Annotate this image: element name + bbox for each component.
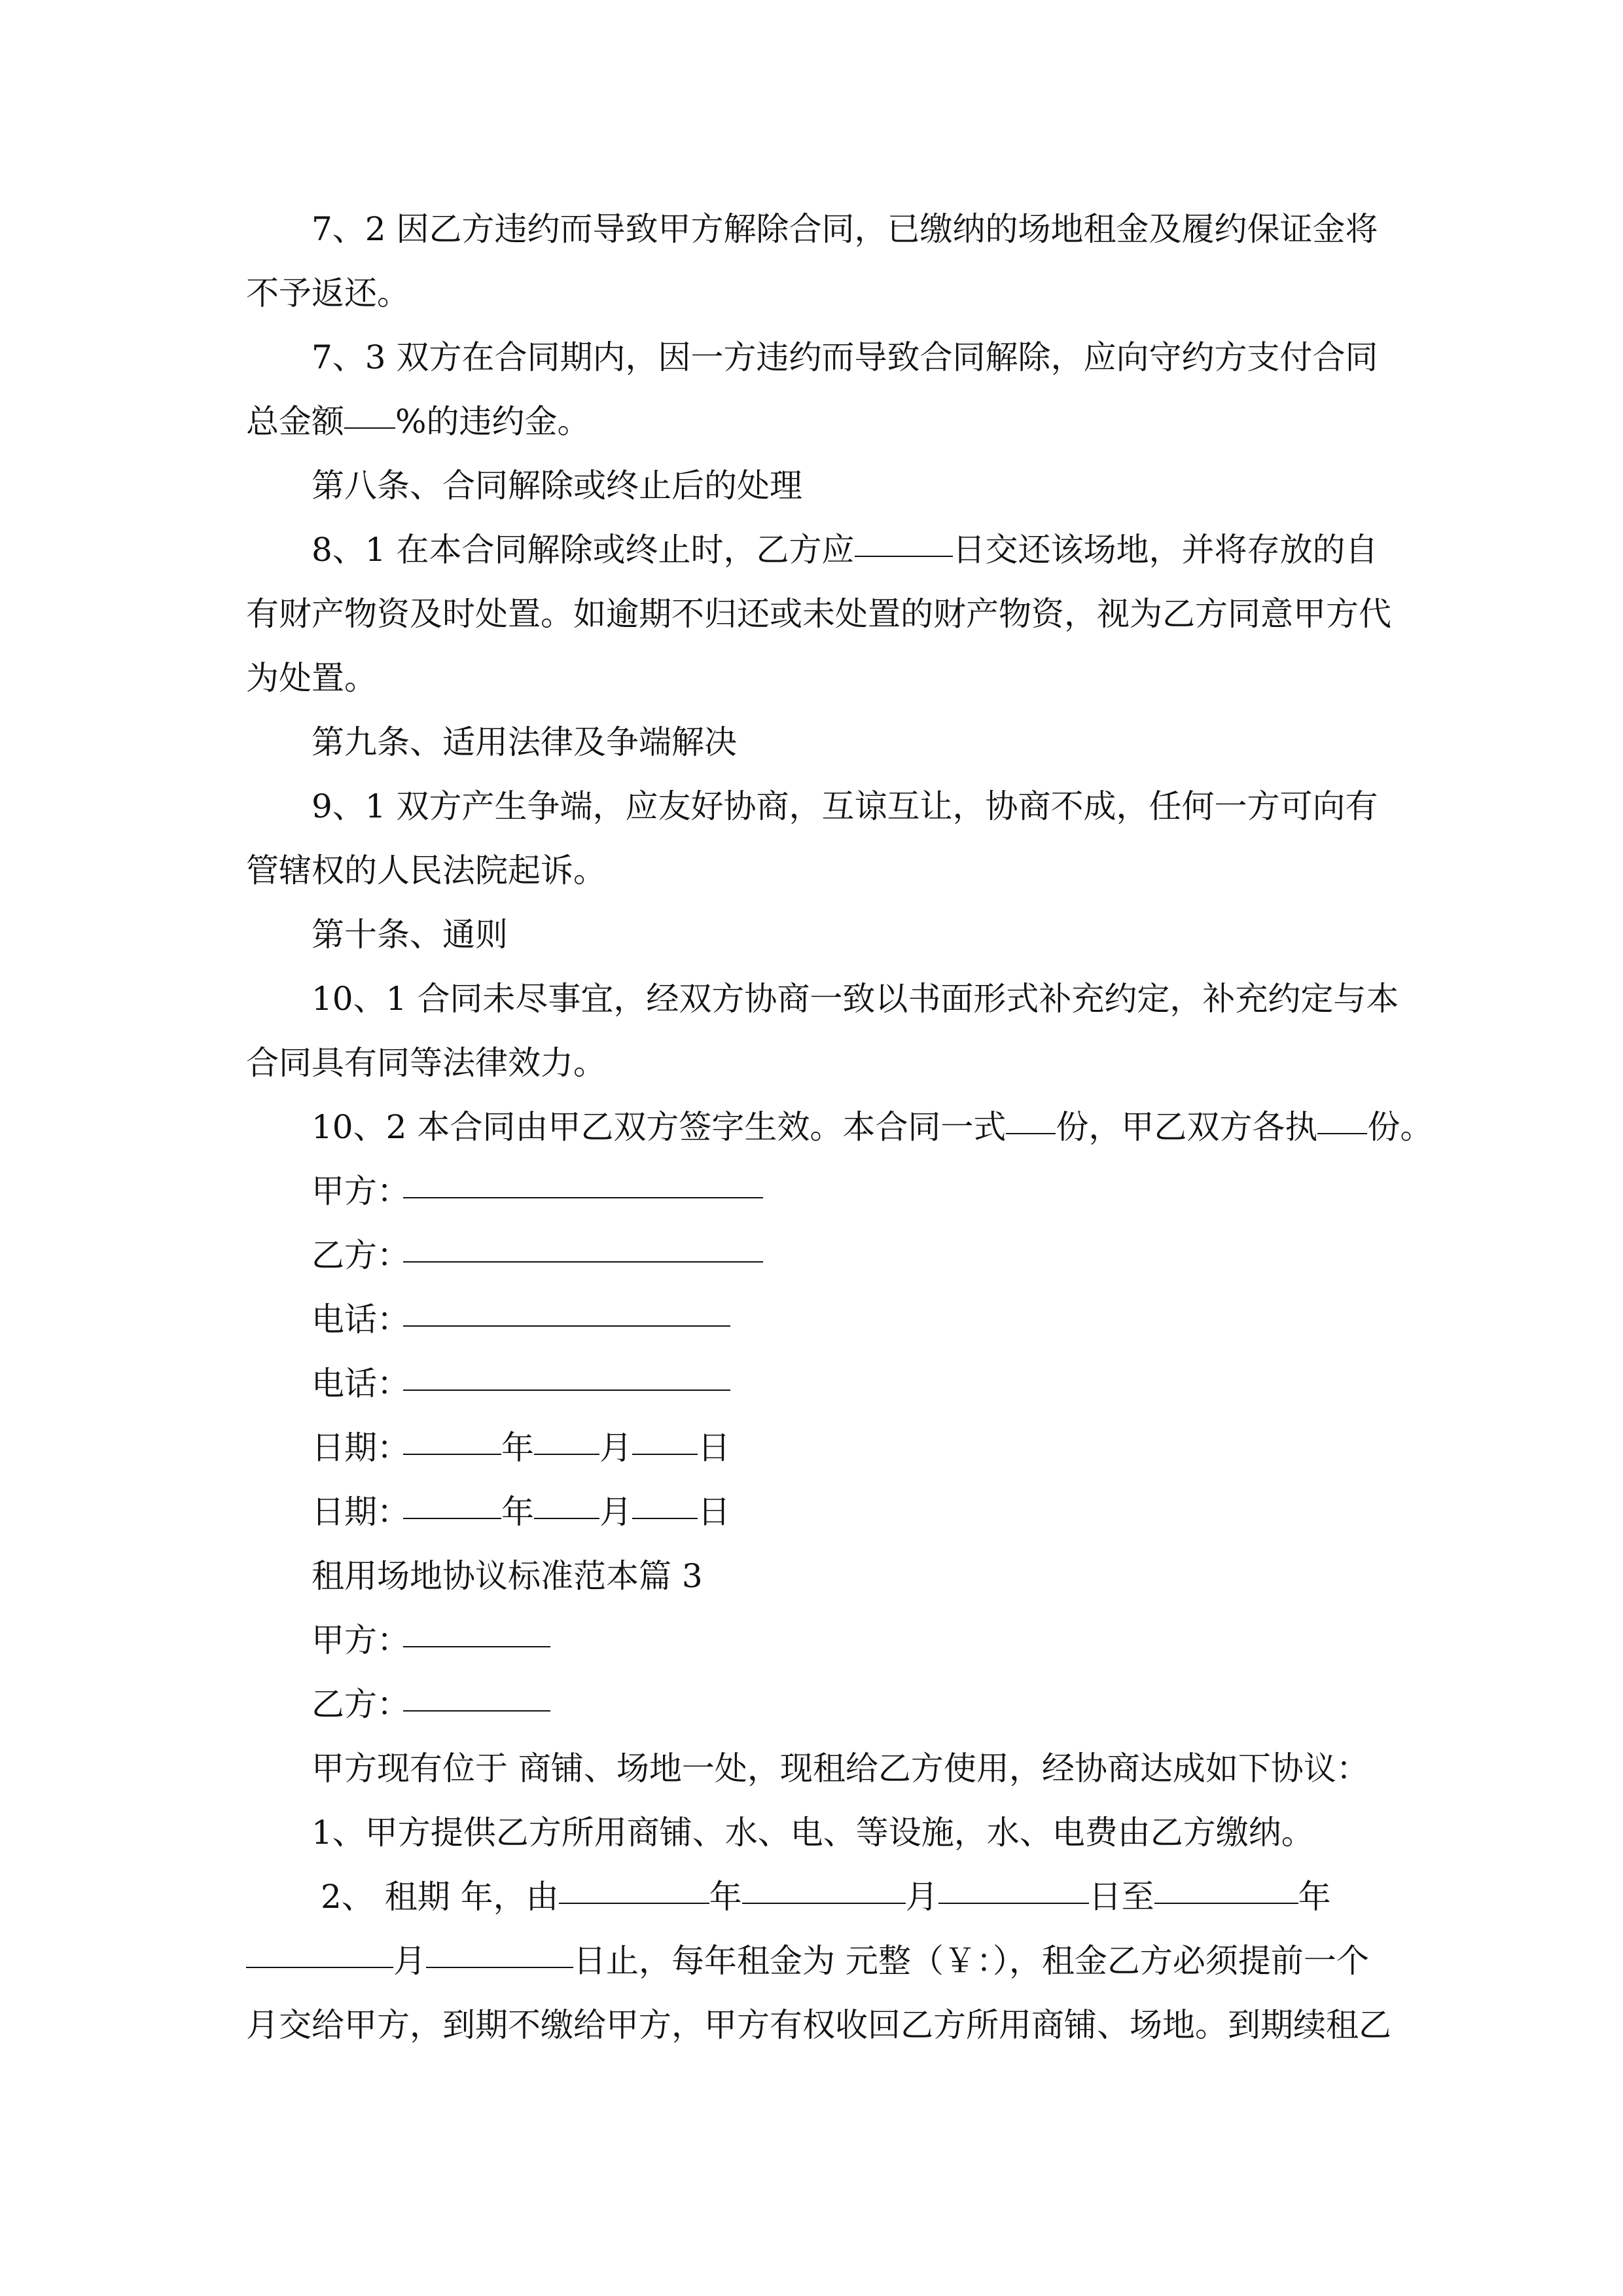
paragraph-10-1-line-2: 合同具有同等法律效力。: [246, 1044, 606, 1082]
date-2-year-field[interactable]: [403, 1517, 501, 1519]
text-day-to: 日至: [1088, 1878, 1154, 1916]
label-phone-2: 电话：: [312, 1365, 410, 1403]
lease-start-month-field[interactable]: [742, 1902, 906, 1904]
section-3-title: 租用场地协议标准范本篇 3: [312, 1557, 703, 1595]
paragraph-7-3-line-2: [246, 389, 1377, 454]
lease-end-month-field[interactable]: [246, 1966, 393, 1968]
text-day-end: 日止，每年租金为 元整（￥：），租金乙方必须提前一个: [573, 1942, 1369, 1980]
phone-1-field[interactable]: [403, 1325, 730, 1327]
label-date-1: 日期：: [312, 1429, 410, 1467]
text-8-1-post: 日交还该场地，并将存放的自: [952, 531, 1378, 569]
date-1-month-field[interactable]: [534, 1453, 599, 1455]
signature-date-2: [312, 1479, 1377, 1545]
text-item-2-prefix: 2、 租期 年，由: [321, 1878, 559, 1916]
paragraph-8-1-line-3: 为处置。: [246, 659, 377, 697]
section-3-party-b-field[interactable]: [403, 1710, 550, 1712]
label-party-b: 乙方：: [312, 1685, 410, 1723]
text-month: 月: [599, 1493, 632, 1531]
text-year: 年: [1298, 1878, 1331, 1916]
text-year: 年: [501, 1429, 534, 1467]
section-3-party-a: [312, 1607, 1377, 1673]
label-party-a: 甲方：: [312, 1621, 410, 1659]
signature-phone-2: [312, 1351, 1377, 1416]
label-date-2: 日期：: [312, 1493, 410, 1531]
signature-party-b: [312, 1223, 1377, 1288]
phone-2-field[interactable]: [403, 1389, 730, 1391]
paragraph-8-1-line-2: 有财产物资及时处置。如逾期不归还或未处置的财产物资，视为乙方同意甲方代: [246, 595, 1391, 633]
lease-start-day-field[interactable]: [938, 1902, 1089, 1904]
date-2-month-field[interactable]: [534, 1517, 599, 1519]
text-year: 年: [709, 1878, 742, 1916]
signature-phone-1: [312, 1287, 1377, 1352]
date-2-day-field[interactable]: [632, 1517, 698, 1519]
heading-article-8: 第八条、合同解除或终止后的处理: [312, 467, 802, 505]
section-3-item-2-line-1: [321, 1864, 1386, 1929]
heading-article-10: 第十条、通则: [312, 916, 508, 954]
section-3-item-1: 1、甲方提供乙方所用商铺、水、电、等设施，水、电费由乙方缴纳。: [312, 1814, 1314, 1852]
text-10-2-post: 份。: [1367, 1108, 1433, 1146]
date-1-day-field[interactable]: [632, 1453, 698, 1455]
blank-copies-total: [1006, 1132, 1056, 1134]
blank-days: [855, 555, 953, 557]
text-month: 月: [905, 1878, 938, 1916]
label-phone-1: 电话：: [312, 1300, 410, 1338]
section-3-intro: 甲方现有位于 商铺、场地一处，现租给乙方使用，经协商达成如下协议：: [312, 1749, 1369, 1787]
signature-date-1: [312, 1415, 1377, 1480]
label-party-b: 乙方：: [312, 1236, 410, 1274]
text-total-amount: 总金额: [246, 403, 344, 440]
paragraph-10-1-line-1: 10、1 合同未尽事宜，经双方协商一致以书面形式补充约定，补充约定与本: [312, 980, 1399, 1018]
blank-copies-each: [1317, 1132, 1367, 1134]
heading-article-9: 第九条、适用法律及争端解决: [312, 723, 737, 761]
lease-start-year-field[interactable]: [559, 1902, 709, 1904]
text-10-2-pre: 10、2 本合同由甲乙双方签字生效。本合同一式: [312, 1108, 1007, 1146]
party-a-signature-field[interactable]: [403, 1196, 763, 1198]
blank-percentage: [344, 427, 395, 429]
paragraph-7-2-line-1: 7、2 因乙方违约而导致甲方解除合同，已缴纳的场地租金及履约保证金将: [312, 210, 1378, 248]
section-3-item-2-line-2: [246, 1928, 1377, 1994]
text-day: 日: [698, 1493, 730, 1531]
section-3-item-2-line-3: 月交给甲方，到期不缴给甲方，甲方有权收回乙方所用商铺、场地。到期续租乙: [246, 2006, 1391, 2044]
party-b-signature-field[interactable]: [403, 1261, 763, 1263]
text-penalty: %的违约金。: [395, 403, 590, 440]
paragraph-7-3-line-1: 7、3 双方在合同期内，因一方违约而导致合同解除，应向守约方支付合同: [312, 338, 1378, 376]
section-3-party-a-field[interactable]: [403, 1645, 550, 1647]
paragraph-8-1-line-1: [312, 517, 1377, 583]
signature-party-a: [312, 1158, 1377, 1224]
label-party-a: 甲方：: [312, 1172, 410, 1210]
paragraph-9-1-line-2: 管辖权的人民法院起诉。: [246, 852, 606, 889]
paragraph-9-1-line-1: 9、1 双方产生争端，应友好协商，互谅互让，协商不成，任何一方可向有: [312, 787, 1378, 825]
section-3-party-b: [312, 1672, 1377, 1737]
lease-end-day-field[interactable]: [426, 1966, 573, 1968]
paragraph-10-2: [312, 1094, 1433, 1160]
text-month: 月: [599, 1429, 632, 1467]
lease-end-year-field[interactable]: [1154, 1902, 1298, 1904]
text-month: 月: [393, 1942, 426, 1980]
text-year: 年: [501, 1493, 534, 1531]
text-8-1-pre: 8、1 在本合同解除或终止时，乙方应: [312, 531, 855, 569]
text-day: 日: [698, 1429, 730, 1467]
paragraph-7-2-line-2: 不予返还。: [246, 274, 410, 312]
text-10-2-mid: 份，甲乙双方各执: [1056, 1108, 1318, 1146]
date-1-year-field[interactable]: [403, 1453, 501, 1455]
